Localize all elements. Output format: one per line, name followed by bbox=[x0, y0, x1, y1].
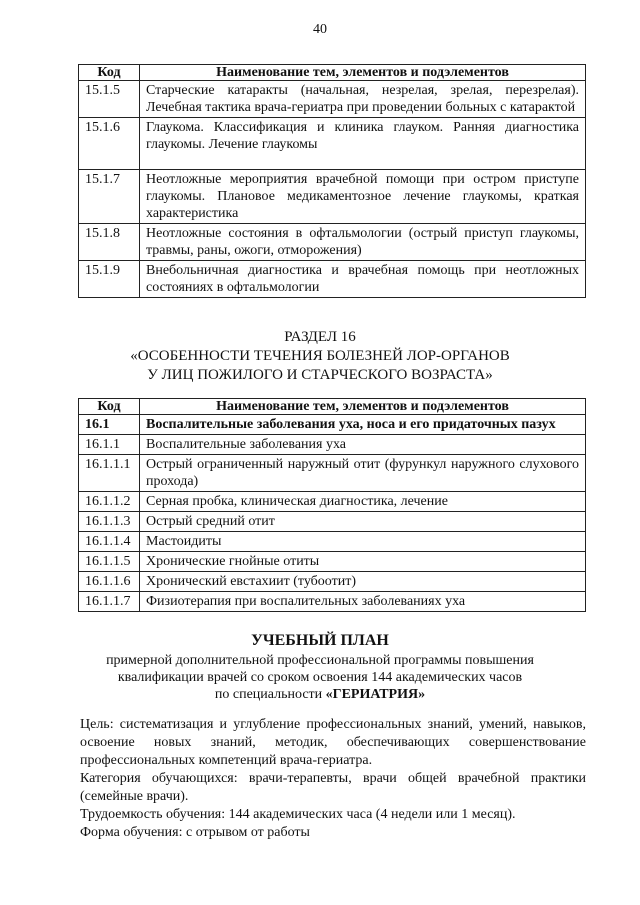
row-code: 15.1.5 bbox=[79, 81, 140, 118]
row-text: Внебольничная диагностика и врачебная помощь при неотложных состояниях в офтальмологии bbox=[140, 261, 586, 298]
table-row bbox=[79, 81, 586, 118]
name-column-header: Наименование тем, элементов и подэлементов bbox=[140, 65, 586, 81]
row-text: Мастоидиты bbox=[140, 532, 586, 552]
specialty-prefix: по специальности bbox=[214, 687, 326, 702]
table-row bbox=[79, 170, 586, 224]
row-text: Хронические гнойные отиты bbox=[140, 552, 586, 572]
topics-table-section-15 bbox=[78, 64, 586, 298]
code-column-header: Код bbox=[79, 399, 140, 415]
plan-title: УЧЕБНЫЙ ПЛАН bbox=[251, 632, 389, 649]
row-code: 16.1.1.3 bbox=[79, 512, 140, 532]
name-column-header: Наименование тем, элементов и подэлементов bbox=[140, 399, 586, 415]
row-text: Острый средний отит bbox=[140, 512, 586, 532]
row-code: 16.1.1.4 bbox=[79, 532, 140, 552]
row-code: 16.1.1.1 bbox=[79, 455, 140, 492]
table-row bbox=[79, 224, 586, 261]
category-paragraph: Категория обучающихся: врачи-терапевты, врачи общей врачебной практики (семейные врачи). bbox=[80, 771, 586, 804]
table-row bbox=[79, 455, 586, 492]
purpose-paragraph: Цель: систематизация и углубление профессиональных знаний, умений, навыков, освоение новых знаний, методик, обеспечивающих совершенствование профессиональных компетенций врача-гериатра. bbox=[80, 717, 586, 768]
specialty-name: «ГЕРИАТРИЯ» bbox=[325, 687, 426, 702]
row-text: Воспалительные заболевания уха, носа и его придаточных пазух bbox=[140, 415, 586, 435]
table-row bbox=[79, 415, 586, 435]
row-text: Старческие катаракты (начальная, незрелая, зрелая, перезрелая). Лечебная тактика врача-гериатра при проведении больных с катарактой bbox=[140, 81, 586, 118]
row-code: 15.1.6 bbox=[79, 118, 140, 170]
section-label: РАЗДЕЛ 16 bbox=[284, 329, 356, 345]
table-row bbox=[79, 492, 586, 512]
row-code: 16.1.1 bbox=[79, 435, 140, 455]
form-paragraph: Форма обучения: с отрывом от работы bbox=[80, 825, 310, 840]
row-text: Физиотерапия при воспалительных заболеваниях уха bbox=[140, 592, 586, 612]
row-text: Воспалительные заболевания уха bbox=[140, 435, 586, 455]
row-text: Хронический евстахиит (тубоотит) bbox=[140, 572, 586, 592]
row-code: 16.1.1.7 bbox=[79, 592, 140, 612]
table-row bbox=[79, 532, 586, 552]
table-header-row bbox=[79, 65, 586, 81]
row-text: Острый ограниченный наружный отит (фурункул наружного слухового прохода) bbox=[140, 455, 586, 492]
row-code: 16.1.1.2 bbox=[79, 492, 140, 512]
table-row bbox=[79, 435, 586, 455]
plan-subtitle-line-1: примерной дополнительной профессиональной программы повышения bbox=[106, 653, 534, 668]
row-text: Серная пробка, клиническая диагностика, лечение bbox=[140, 492, 586, 512]
row-code: 16.1 bbox=[79, 415, 140, 435]
table-row bbox=[79, 512, 586, 532]
row-code: 16.1.1.6 bbox=[79, 572, 140, 592]
row-text: Глаукома. Классификация и клиника глауком. Ранняя диагностика глаукомы. Лечение глаукомы bbox=[140, 118, 586, 170]
row-code: 16.1.1.5 bbox=[79, 552, 140, 572]
workload-paragraph: Трудоемкость обучения: 144 академических часа (4 недели или 1 месяц). bbox=[80, 807, 516, 822]
row-text: Неотложные мероприятия врачебной помощи при остром приступе глаукомы. Плановое медикаментозное лечение глаукомы, краткая характеристика bbox=[140, 170, 586, 224]
code-column-header: Код bbox=[79, 65, 140, 81]
plan-subtitle-line-2: квалификации врачей со сроком освоения 144 академических часов bbox=[117, 670, 523, 685]
table-row bbox=[79, 261, 586, 298]
plan-subtitle-line-3 bbox=[0, 686, 640, 703]
row-text: Неотложные состояния в офтальмологии (острый приступ глаукомы, травмы, раны, ожоги, отморожения) bbox=[140, 224, 586, 261]
row-code: 15.1.9 bbox=[79, 261, 140, 298]
topics-table-section-16 bbox=[78, 398, 586, 612]
page-number: 40 bbox=[313, 22, 327, 37]
row-code: 15.1.7 bbox=[79, 170, 140, 224]
table-row bbox=[79, 118, 586, 170]
row-code: 15.1.8 bbox=[79, 224, 140, 261]
plan-subtitle bbox=[0, 652, 640, 703]
section-title-line-1: «ОСОБЕННОСТИ ТЕЧЕНИЯ БОЛЕЗНЕЙ ЛОР-ОРГАНОВ bbox=[130, 348, 510, 364]
table-row bbox=[79, 572, 586, 592]
section-title-line-2: У ЛИЦ ПОЖИЛОГО И СТАРЧЕСКОГО ВОЗРАСТА» bbox=[147, 367, 493, 383]
table-row bbox=[79, 552, 586, 572]
table-header-row bbox=[79, 399, 586, 415]
program-description bbox=[80, 716, 586, 842]
table-row bbox=[79, 592, 586, 612]
section-heading bbox=[0, 328, 640, 385]
